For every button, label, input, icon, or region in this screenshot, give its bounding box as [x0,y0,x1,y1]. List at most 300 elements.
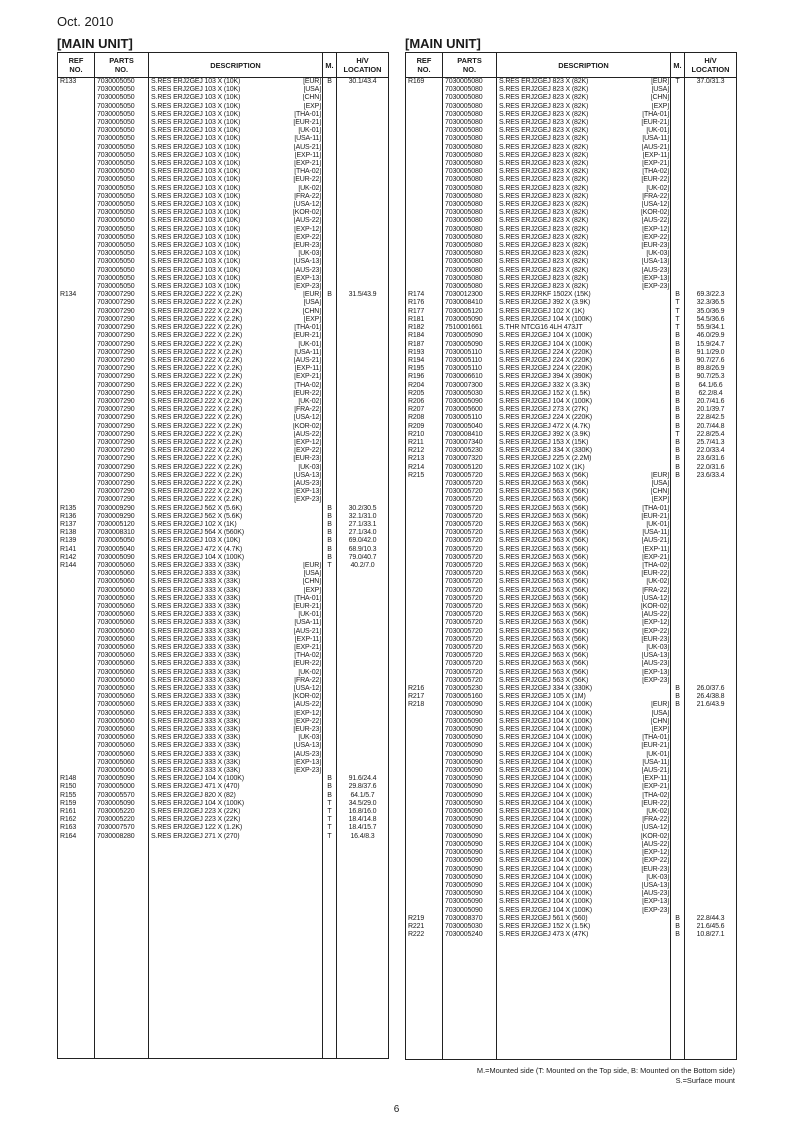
col-parts-no: PARTS NO. [95,53,149,78]
parts-no-cell: 7030005080 [443,168,497,176]
table-row [58,86,389,94]
hv-location-cell [685,226,737,234]
destination-code: [EUR-22] [641,799,669,807]
hv-location-cell [337,193,389,201]
part-value: ERJ2GEJ 563 X (56K) [521,479,589,487]
description-text [499,250,588,258]
table-row [58,792,389,800]
hv-location-cell [337,406,389,414]
table-row [58,242,389,250]
description-text [499,505,588,513]
mounted-side-cell [323,144,337,152]
part-type: S.RES [151,299,172,307]
part-value: ERJ2GEJ 823 X (82K) [521,143,589,151]
table-row [406,554,737,562]
table-row [406,86,737,94]
description-cell [149,94,323,102]
destination-code: [UK-01] [298,611,321,619]
ref-no-cell: R155 [58,792,95,800]
destination-code: [KOR-02] [293,209,321,217]
ref-no-cell [58,373,95,381]
part-value: ERJ2GEJ 823 X (82K) [521,127,589,135]
destination-code: [EUR-23] [293,726,321,734]
part-value: ERJ2GEJ 104 X (100K) [521,898,592,906]
description-cell [497,866,671,874]
ref-no-cell [406,742,443,750]
destination-code: [EXP-23] [642,676,669,684]
parts-no-cell: 7030005090 [443,398,497,406]
parts-no-cell: 7030007290 [95,382,149,390]
description-text [499,94,588,102]
ref-no-cell: R174 [406,291,443,299]
hv-location-cell: 27.1/34.0 [337,529,389,537]
table-row [58,423,389,431]
mounted-side-cell [671,86,685,94]
description-cell [497,824,671,832]
description-cell [497,759,671,767]
mounted-side-cell [323,275,337,283]
part-value: ERJ2GEJ 563 X (56K) [521,553,589,561]
mounted-side-cell [323,152,337,160]
parts-no-cell: 7030005080 [443,119,497,127]
mounted-side-cell [323,299,337,307]
hv-location-cell [337,718,389,726]
description-text [499,119,588,127]
mounted-side-cell [323,365,337,373]
table-row [58,562,389,570]
destination-code: [EXP-12] [294,438,321,446]
destination-code: [CHN] [302,578,321,586]
parts-no-cell: 7030005720 [443,505,497,513]
hv-location-cell [685,783,737,791]
hv-location-cell [685,168,737,176]
part-type: S.RES [151,668,172,676]
description-text [151,431,242,439]
destination-code: [EUR-21] [293,119,321,127]
description-text [151,439,242,447]
ref-no-cell [406,283,443,291]
part-value: ERJ2GEJ 823 X (82K) [521,176,589,184]
description-text [151,824,242,832]
mounted-side-cell [323,578,337,586]
parts-no-cell: 7030005110 [443,414,497,422]
table-row [406,275,737,283]
destination-code: [EXP-13] [294,274,321,282]
ref-no-cell [58,217,95,225]
hv-location-cell [685,209,737,217]
part-value: ERJ2GEJ 823 X (82K) [521,168,589,176]
destination-code: [THA-02] [294,652,321,660]
description-cell [497,562,671,570]
part-value: ERJ2GEJ 472 X (4.7K) [173,545,243,553]
description-cell [497,529,671,537]
table-row [406,258,737,266]
hv-location-cell [685,258,737,266]
destination-code: [USA] [651,709,669,717]
destination-code: [EXP-22] [642,627,669,635]
table-row [406,193,737,201]
mounted-side-cell: B [671,357,685,365]
hv-location-cell [337,710,389,718]
table-row [406,808,737,816]
hv-location-cell [685,767,737,775]
table-row [58,349,389,357]
parts-no-cell: 7030005220 [95,816,149,824]
hv-location-cell: 54.5/36.6 [685,316,737,324]
part-type: S.RES [151,430,172,438]
description-text [151,775,244,783]
part-value: ERJ2GEJ 222 X (2.2K) [173,307,243,315]
table-row [58,578,389,586]
parts-no-cell: 7030005050 [95,168,149,176]
description-text [151,693,240,701]
table-row [58,94,389,102]
mounted-side-cell [323,316,337,324]
table-row [58,299,389,307]
ref-no-cell: R194 [406,357,443,365]
parts-no-cell: 7030005050 [95,537,149,545]
description-cell [497,217,671,225]
table-row [406,357,737,365]
hv-location-cell [337,677,389,685]
part-type: S.RES [151,242,172,250]
destination-code: [FRA-22] [294,676,321,684]
ref-no-cell: R204 [406,382,443,390]
part-value: ERJ2GEJ 103 X (10K) [173,127,241,135]
hv-location-cell: 62.2/8.4 [685,390,737,398]
table-row [406,455,737,463]
description-cell [149,365,323,373]
mounted-side-cell [323,759,337,767]
description-text [499,365,592,373]
part-value: ERJ2GEJ 224 X (220K) [521,348,592,356]
ref-no-cell [406,111,443,119]
parts-no-cell: 7030007300 [443,382,497,390]
description-text [151,291,242,299]
hv-location-cell [337,168,389,176]
ref-no-cell: R163 [58,824,95,832]
table-row [58,78,389,87]
part-type: S.RES [499,307,520,315]
table-row [58,628,389,636]
part-type: S.RES [151,422,172,430]
part-type: S.RES [151,734,172,742]
parts-no-cell: 7030007290 [95,308,149,316]
table-filler-row [406,939,737,1059]
part-type: S.RES [151,414,172,422]
part-value: ERJ2GEJ 823 X (82K) [521,242,589,250]
ref-no-cell [406,874,443,882]
destination-code: [FRA-22] [294,406,321,414]
description-text [499,759,592,767]
description-text [151,78,240,86]
table-row [58,677,389,685]
ref-no-cell [406,677,443,685]
table-row [58,644,389,652]
part-value: ERJ2GEJ 333 X (33K) [173,709,241,717]
description-text [499,209,588,217]
ref-no-cell [58,414,95,422]
mounted-side-cell: T [323,833,337,841]
description-cell [497,283,671,291]
description-cell [497,341,671,349]
description-text [499,841,592,849]
destination-code: [USA-11] [642,529,669,537]
ref-no-cell [406,537,443,545]
description-text [499,406,588,414]
ref-no-cell [406,751,443,759]
table-row [58,398,389,406]
part-value: ERJ2GEJ 222 X (2.2K) [173,340,243,348]
table-row [406,611,737,619]
destination-code: [EXP-13] [642,274,669,282]
parts-no-cell: 7030005090 [443,332,497,340]
table-row [406,283,737,291]
destination-code: [EXP-22] [642,233,669,241]
table-row [58,472,389,480]
description-text [499,308,585,316]
ref-no-cell: R212 [406,447,443,455]
part-value: ERJ2GEJ 222 X (2.2K) [173,422,243,430]
part-value: ERJ2GEJ 563 X (56K) [521,668,589,676]
parts-no-cell: 7030005220 [95,808,149,816]
description-text [151,234,240,242]
destination-code: [UK-02] [298,184,321,192]
part-value: ERJ2GEJ 333 X (33K) [173,578,241,586]
part-type: S.RES [499,192,520,200]
ref-no-cell: R137 [58,521,95,529]
hv-location-cell [685,94,737,102]
part-type: S.RES [151,561,172,569]
hv-location-cell: 32.1/31.0 [337,513,389,521]
part-value: ERJ2GEJ 823 X (82K) [521,266,589,274]
mounted-side-cell [671,816,685,824]
description-text [499,824,592,832]
parts-no-cell: 7030005060 [95,751,149,759]
table-row [406,521,737,529]
part-value: ERJ2GEJ 224 X (220K) [521,365,592,373]
part-value: ERJ2GEJ 104 X (100K) [521,709,592,717]
table-row [58,783,389,791]
part-type: S.RES [499,791,520,799]
description-cell [149,185,323,193]
description-text [499,135,588,143]
part-type: S.RES [499,906,520,914]
description-cell [497,751,671,759]
mounted-side-cell [323,595,337,603]
description-cell [149,201,323,209]
part-type: S.RES [499,553,520,561]
description-cell [149,480,323,488]
description-text [499,808,592,816]
parts-no-cell: 7030005050 [95,193,149,201]
ref-no-cell [58,299,95,307]
table-row [406,578,737,586]
mounted-side-cell [671,160,685,168]
part-type: S.RES [151,767,172,775]
parts-no-cell: 7030009290 [95,505,149,513]
ref-no-cell [58,316,95,324]
description-text [499,882,592,890]
hv-location-cell [337,144,389,152]
description-cell [149,357,323,365]
hv-location-cell [337,308,389,316]
destination-code: [USA-12] [293,685,321,693]
hv-location-cell: 21.6/43.9 [685,701,737,709]
part-type: S.RES [499,890,520,898]
ref-no-cell [58,168,95,176]
parts-no-cell: 7030005720 [443,529,497,537]
parts-no-cell: 7030005060 [95,767,149,775]
destination-code: [UK-03] [646,250,669,258]
ref-no-cell [406,824,443,832]
part-type: S.RES [499,561,520,569]
destination-code: [AUS-21] [641,143,669,151]
parts-no-cell: 7030005080 [443,242,497,250]
table-row [406,135,737,143]
description-cell [497,669,671,677]
table-row [406,464,737,472]
description-cell [497,701,671,709]
part-type: S.RES [499,258,520,266]
part-value: ERJ2GEJ 563 X (56K) [521,561,589,569]
ref-no-cell [406,800,443,808]
description-cell [497,423,671,431]
hv-location-cell [337,275,389,283]
description-cell [149,349,323,357]
part-type: S.RES [499,496,520,504]
hv-location-cell [685,710,737,718]
hv-location-cell: 16.4/8.3 [337,833,389,841]
part-value: ERJ2GEJ 104 X (100K) [521,873,592,881]
ref-no-cell: R210 [406,431,443,439]
mounted-side-cell [323,119,337,127]
hv-location-cell: 34.5/29.0 [337,800,389,808]
table-row [406,874,737,882]
part-type: S.RES [151,250,172,258]
part-value: ERJ2GEJ 823 X (82K) [521,110,589,118]
hv-location-cell [337,669,389,677]
mounted-side-cell [323,439,337,447]
part-value: ERJ2GEJ 103 X (10K) [173,110,241,118]
description-cell [149,332,323,340]
part-type: S.RES [151,463,172,471]
table-row [58,234,389,242]
parts-no-cell: 7030005090 [443,816,497,824]
ref-no-cell [58,685,95,693]
part-value: ERJ2GEJ 104 X (100K) [521,849,592,857]
description-cell [149,217,323,225]
destination-code: [AUS-21] [293,143,321,151]
ref-no-cell [58,357,95,365]
part-value: ERJ2GEJ 333 X (33K) [173,734,241,742]
table-row [58,201,389,209]
description-text [151,414,242,422]
part-value: ERJ2GEJ 333 X (33K) [173,726,241,734]
mounted-side-cell [671,775,685,783]
description-text [499,275,588,283]
part-type: S.RES [499,685,520,693]
destination-code: [EXP-21] [294,644,321,652]
table-row [58,332,389,340]
destination-code: [EXP-12] [294,709,321,717]
destination-code: [EUR-23] [293,242,321,250]
part-value: ERJ2GEJ 563 X (56K) [521,578,589,586]
description-text [151,669,240,677]
mounted-side-cell [671,152,685,160]
destination-code: [USA-13] [641,258,669,266]
ref-no-cell [406,480,443,488]
part-type: S.RES [499,824,520,832]
description-cell [149,234,323,242]
mounted-side-cell [671,283,685,291]
table-row [58,168,389,176]
table-row [58,521,389,529]
table-row [406,472,737,480]
table-row [406,792,737,800]
part-type: S.RES [151,586,172,594]
part-value: ERJ2GEJ 333 X (33K) [173,619,241,627]
hv-location-cell: 15.9/24.7 [685,341,737,349]
hv-location-cell: 64.1/5.7 [337,792,389,800]
parts-no-cell: 7030005090 [443,710,497,718]
parts-no-cell: 7030005240 [443,931,497,939]
description-cell [497,365,671,373]
part-type: S.RES [499,767,520,775]
table-row [406,857,737,865]
parts-no-cell: 7030005110 [443,365,497,373]
table-row [406,324,737,332]
part-value: ERJ2GEJ 823 X (82K) [521,135,589,143]
description-cell [149,669,323,677]
description-text [151,201,240,209]
table-row [58,447,389,455]
description-cell [149,595,323,603]
description-cell [497,816,671,824]
table-row [58,611,389,619]
parts-no-cell: 7030007290 [95,480,149,488]
mounted-side-cell [671,94,685,102]
mounted-side-cell [671,537,685,545]
table-row [58,718,389,726]
description-cell [149,529,323,537]
part-value: ERJ2GEJ 333 X (33K) [173,742,241,750]
destination-code: [AUS-23] [293,750,321,758]
table-row [58,217,389,225]
hv-location-cell: 90.7/27.6 [685,357,737,365]
hv-location-cell [685,824,737,832]
ref-no-cell: R138 [58,529,95,537]
hv-location-cell [337,111,389,119]
ref-no-cell [58,341,95,349]
mounted-side-cell: B [671,365,685,373]
table-row [406,660,737,668]
destination-code: [EUR-23] [641,635,669,643]
hv-location-cell [685,775,737,783]
destination-code: [AUS-22] [641,611,669,619]
part-value: ERJ2GEJ 104 X (100K) [521,791,592,799]
ref-no-cell [406,127,443,135]
mounted-side-cell [323,447,337,455]
col-hv-location: H/V LOCATION [685,53,737,78]
table-row [58,431,389,439]
part-value: ERJ2GEJ 563 X (56K) [521,652,589,660]
description-text [151,488,242,496]
hv-location-cell [337,94,389,102]
mounted-side-cell [671,595,685,603]
ref-no-cell [406,898,443,906]
description-text [499,562,588,570]
